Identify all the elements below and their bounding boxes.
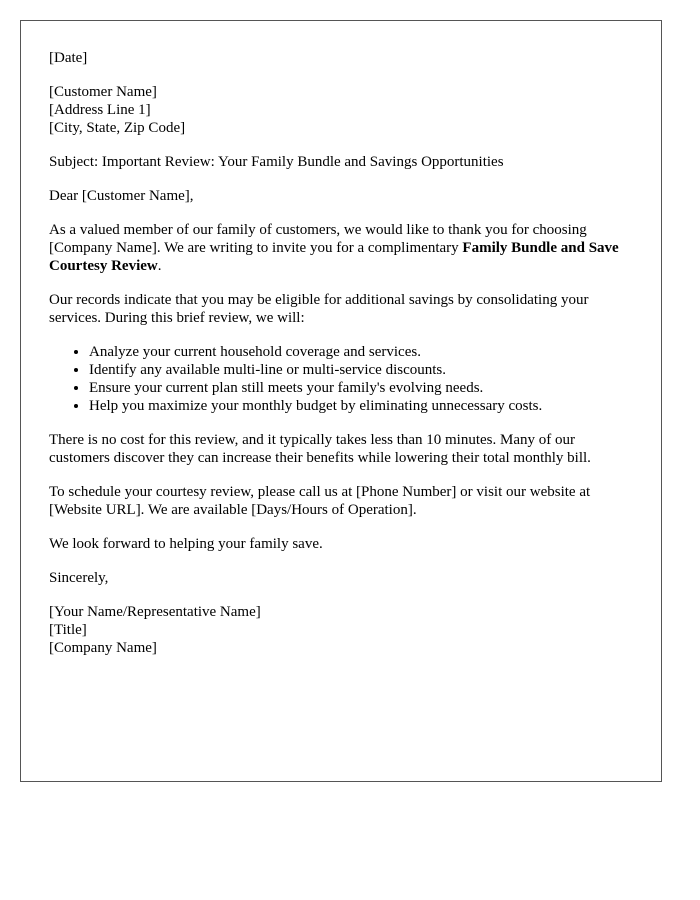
signature-title: [Title] (49, 622, 87, 638)
intro-end: . (157, 258, 162, 274)
recipient-name: [Customer Name] (49, 84, 157, 100)
recipient-address-line: [Address Line 1] (49, 102, 151, 118)
salutation: Dear [Customer Name], (49, 188, 194, 204)
intro-text: As a valued member of our family of customers, we would like to thank you for choosing [Company Name]. We are writing to invite you for a complimentary (49, 222, 587, 256)
review-name: Family Bundle and Save Courtesy Review (49, 240, 619, 274)
signature-name: [Your Name/Representative Name] (49, 604, 261, 620)
recipient-address (49, 83, 634, 137)
closing: Sincerely, (49, 570, 109, 586)
recipient-city: [City, State, Zip Code] (49, 120, 186, 136)
list-item: • Help you maximize your monthly budget by eliminating unnecessary costs. (89, 397, 634, 415)
cost-paragraph: There is no cost for this review, and it typically takes less than 10 minutes. Many of our customers discover they can increase their benefits while lowering their total monthly bill. (49, 432, 591, 466)
review-list (49, 343, 634, 415)
list-item: • Identify any available multi-line or multi-service discounts. (89, 361, 634, 379)
signature (49, 603, 634, 657)
list-item: • Ensure your current plan still meets your family's evolving needs. (89, 379, 634, 397)
list-item: • Analyze your current household coverage and services. (89, 343, 634, 361)
date: [Date] (49, 50, 88, 66)
letter (20, 20, 662, 782)
eligibility-paragraph: Our records indicate that you may be eligible for additional savings by consolidating your services. During this brief review, we will: (49, 292, 589, 326)
subject: Subject: Important Review: Your Family Bundle and Savings Opportunities (49, 154, 504, 170)
schedule-paragraph: To schedule your courtesy review, please call us at [Phone Number] or visit our website at [Website URL]. We are available [Days/Hours of Operation]. (49, 484, 591, 518)
closing-paragraph: We look forward to helping your family save. (49, 536, 323, 552)
signature-company: [Company Name] (49, 640, 157, 656)
intro-paragraph (49, 221, 634, 275)
